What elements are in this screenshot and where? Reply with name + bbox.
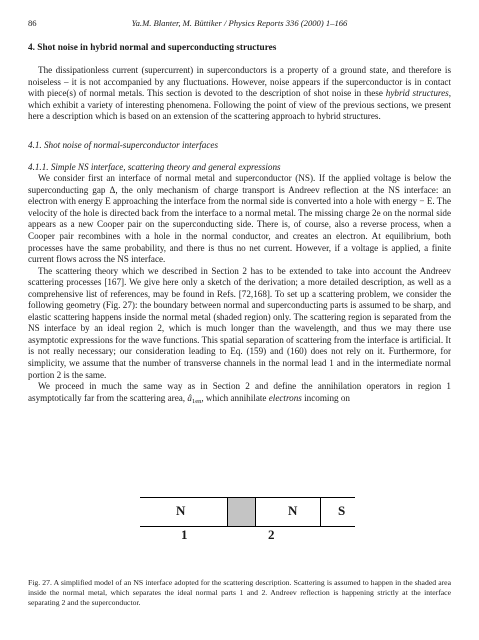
intro-italic: hybrid structures xyxy=(385,88,449,99)
page-number: 86 xyxy=(28,18,37,28)
label-region-1: 1 xyxy=(181,527,188,542)
last-para-mid: , which annihilate xyxy=(201,392,269,403)
figure-27 xyxy=(0,497,479,547)
paragraph-ns-interface: We consider first an interface of normal metal and superconductor (NS). If the applied voltage is below the superconducting gap Δ, the only mechanism of charge transport is Andreev reflection at the NS interface: an electron with energy E approaching the interface from the normal side is converted into a hole with energy − E. The velocity of the hole is directed back from the interface to a normal metal. The missing charge 2e on the normal side appears as a new Cooper pair on the superconducting side. There is, of course, also a reverse process, when a Cooper pair recombines with a hole in the normal conductor, and creates an electron. At equilibrium, both processes have the same probability, and there is thus no net current. However, if a voltage is applied, a finite current flows across the NS interface. xyxy=(28,173,451,265)
section-intro-paragraph xyxy=(28,65,451,123)
label-region-2: 2 xyxy=(268,527,275,542)
electrons-italic: electrons xyxy=(268,392,302,403)
label-normal-1: N xyxy=(176,503,186,518)
figure-caption: Fig. 27. A simplified model of an NS interface adopted for the scattering description. Scattering is assumed to happen in the shaded area inside the normal metal, which separates the ideal normal parts 1 and 2. Andreev reflection is happening strictly at the interface separating 2 and the superconductor. xyxy=(28,577,451,607)
paragraph-scattering-theory: The scattering theory which we described in Section 2 has to be extended to take into account the Andreev scattering processes [167]. We give here only a sketch of the derivation; a more detailed description, as well as a comprehensive list of references, may be found in Refs. [72,168]. To set up a scattering problem, we consider the following geometry (Fig. 27): the boundary between normal and superconducting parts is assumed to be sharp, and elastic scattering happens inside the normal metal (shaded region) only. The scattering region is separated from the NS interface by an ideal region 2, which is much longer than the wavelength, and thus we may there use asymptotic expressions for the wave functions. This spatial separation of scattering from the interface is artificial. It is not really necessary; our consideration leading to Eq. (159) and (160) does not rely on it. Furthermore, for simplicity, we assume that the number of transverse channels in the normal lead 1 and in the intermediate normal portion 2 is the same. xyxy=(28,265,451,380)
scattering-region-shaded xyxy=(227,498,256,526)
intro-text-end: , which exhibit a variety of interesting phenomena. Following the point of view of the previous sections, we present here a description which is based on an extension of the scattering approach to hybrid structures. xyxy=(28,88,451,122)
subsection-title: 4.1. Shot noise of normal-superconductor interfaces xyxy=(28,139,218,150)
label-normal-2: N xyxy=(288,503,298,518)
paragraph-annihilation-operators xyxy=(28,381,451,407)
page-header xyxy=(28,18,451,30)
body-text xyxy=(28,42,451,407)
ns-interface-line xyxy=(320,498,321,526)
operator-symbol: â xyxy=(187,392,192,403)
running-title: Ya.M. Blanter, M. Büttiker / Physics Reports 336 (2000) 1–166 xyxy=(131,18,348,28)
intro-text: The dissipationless current (supercurrent) in superconductors is a property of a ground state, and therefore is noiseless – it is not accompanied by any fluctuations. However, noise appears if the superconductor is in contact with piece(s) of normal metals. This section is devoted to the description of shot noise in these xyxy=(28,65,451,99)
ns-interface-diagram xyxy=(140,497,355,527)
operator-subscript: 1en xyxy=(191,397,202,405)
last-para-end: incoming on xyxy=(301,392,350,403)
subsubsection-title: 4.1.1. Simple NS interface, scattering theory and general expressions xyxy=(28,161,281,172)
section-title: 4. Shot noise in hybrid normal and superconducting structures xyxy=(28,43,277,53)
last-para-text: We proceed in much the same way as in Section 2 and define the annihilation operators in region 1 asymptotically far from the scattering area, xyxy=(28,381,451,403)
label-superconductor: S xyxy=(338,503,346,518)
